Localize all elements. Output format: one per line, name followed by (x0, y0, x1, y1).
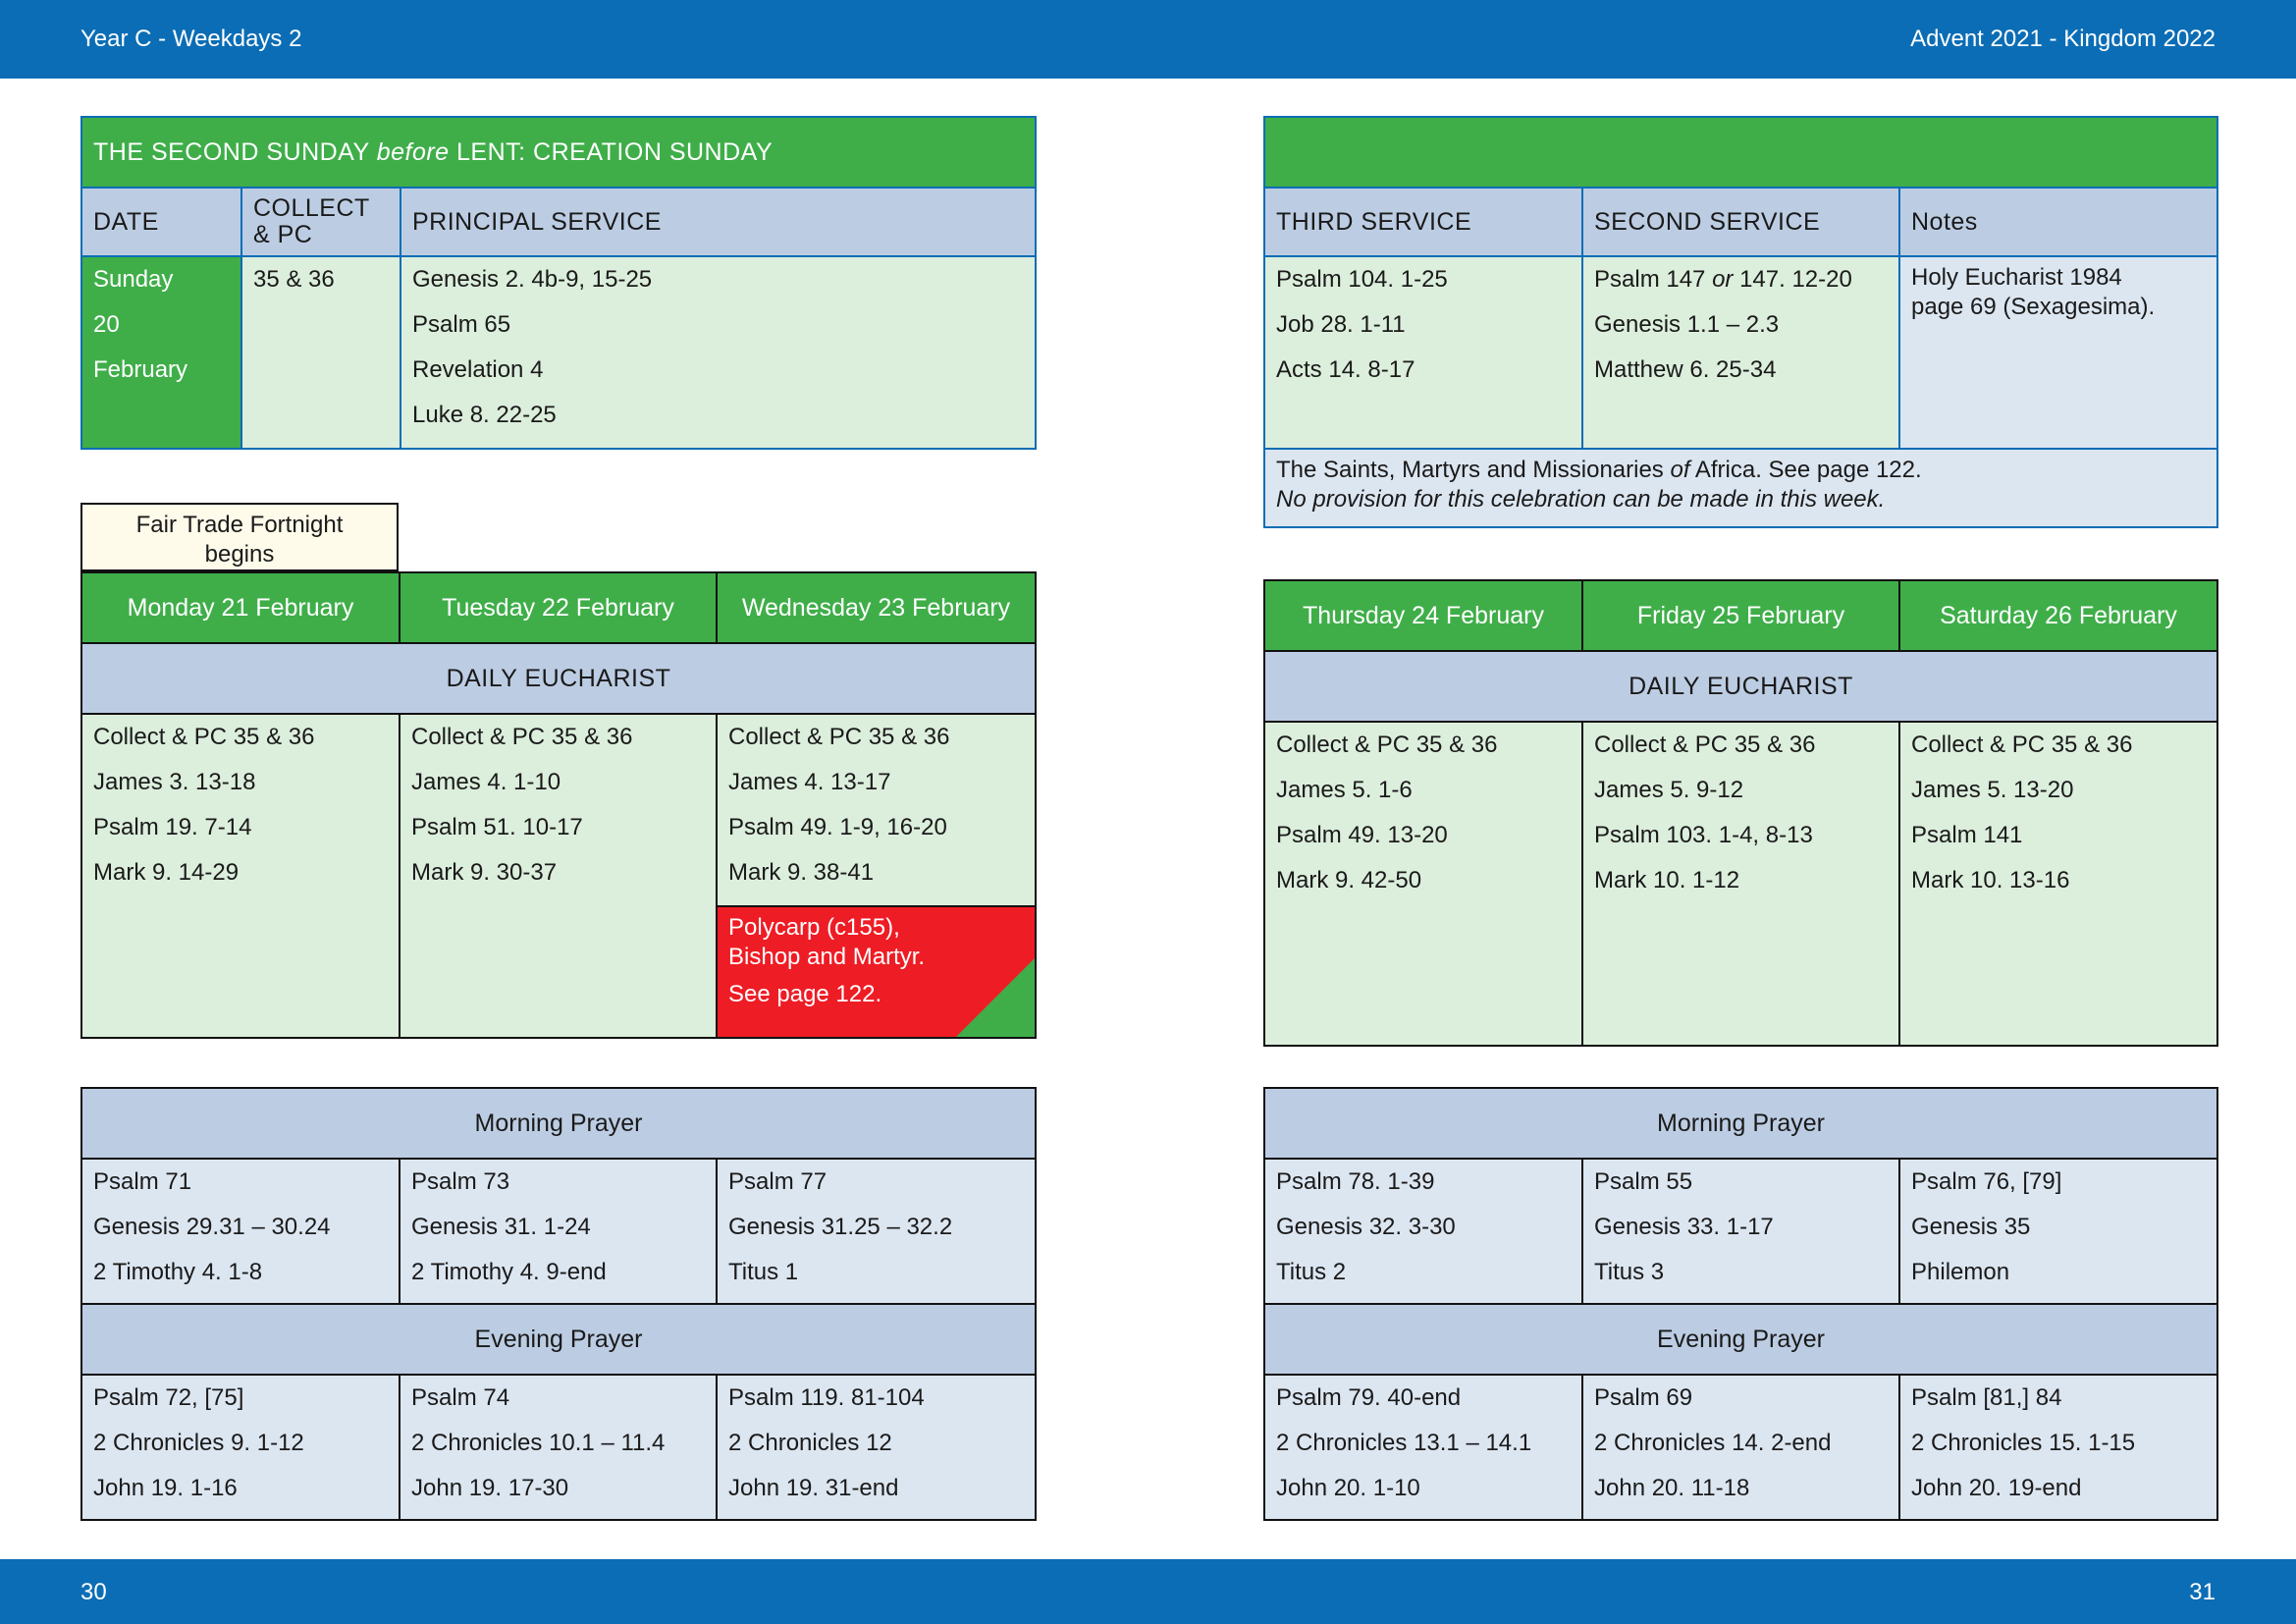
polycarp-commemoration-cell: Polycarp (c155), Bishop and Martyr. See page 122. (717, 906, 1036, 1038)
office-table-right (1263, 1087, 2218, 1521)
eucharist-cell-saturday: Collect & PC 35 & 36 James 5. 13-20 Psalm 141 Mark 10. 13-16 (1899, 722, 2217, 1046)
evening-cell-saturday: Psalm [81,] 84 2 Chronicles 15. 1-15 John 20. 19-end (1899, 1375, 2217, 1520)
page-number-left: 30 (80, 1579, 107, 1605)
evening-prayer-header: Evening Prayer (81, 1304, 1036, 1375)
sunday-services-table (1263, 116, 2218, 528)
day-header-saturday: Saturday 26 February (1899, 580, 2217, 651)
evening-cell-monday: Psalm 72, [75] 2 Chronicles 9. 1-12 John 19. 1-16 (81, 1375, 400, 1520)
col-principal-header: PRINCIPAL SERVICE (400, 188, 1036, 256)
morning-cell-tuesday: Psalm 73 Genesis 31. 1-24 2 Timothy 4. 9-end (400, 1159, 717, 1304)
notes-cell: Holy Eucharist 1984 page 69 (Sexagesima). (1899, 256, 2217, 449)
col-third-header: THIRD SERVICE (1264, 188, 1582, 256)
evening-cell-wednesday: Psalm 119. 81-104 2 Chronicles 12 John 19. 31-end (717, 1375, 1036, 1520)
sunday-collect-cell: 35 & 36 (241, 256, 400, 449)
second-service-cell: Psalm 147 or 147. 12-20 Genesis 1.1 – 2.3 Matthew 6. 25-34 (1582, 256, 1899, 449)
weekday-eucharist-table-left (80, 571, 1037, 1039)
saints-note-cell: The Saints, Martyrs and Missionaries of Africa. See page 122. No provision for this celebration can be made in this week. (1264, 449, 2217, 527)
morning-cell-monday: Psalm 71 Genesis 29.31 – 30.24 2 Timothy 4. 1-8 (81, 1159, 400, 1304)
day-header-thursday: Thursday 24 February (1264, 580, 1582, 651)
page-footer (0, 1559, 2296, 1624)
eucharist-cell-friday: Collect & PC 35 & 36 James 5. 9-12 Psalm 103. 1-4, 8-13 Mark 10. 1-12 (1582, 722, 1899, 1046)
col-date-header: DATE (81, 188, 241, 256)
third-service-cell: Psalm 104. 1-25 Job 28. 1-11 Acts 14. 8-17 (1264, 256, 1582, 449)
header-right-title: Advent 2021 - Kingdom 2022 (1910, 26, 2216, 52)
sunday-table (80, 116, 1037, 450)
sunday-title-continued (1264, 117, 2217, 188)
evening-cell-friday: Psalm 69 2 Chronicles 14. 2-end John 20. 11-18 (1582, 1375, 1899, 1520)
header-left-title: Year C - Weekdays 2 (80, 26, 302, 52)
morning-prayer-header-right: Morning Prayer (1264, 1088, 2217, 1159)
evening-cell-tuesday: Psalm 74 2 Chronicles 10.1 – 11.4 John 19. 17-30 (400, 1375, 717, 1520)
morning-prayer-header: Morning Prayer (81, 1088, 1036, 1159)
eucharist-cell-wednesday: Collect & PC 35 & 36 James 4. 13-17 Psalm 49. 1-9, 16-20 Mark 9. 38-41 (717, 714, 1036, 906)
evening-cell-thursday: Psalm 79. 40-end 2 Chronicles 13.1 – 14.1 John 20. 1-10 (1264, 1375, 1582, 1520)
col-collect-header: COLLECT & PC (241, 188, 400, 256)
principal-service-cell: Genesis 2. 4b-9, 15-25 Psalm 65 Revelation 4 Luke 8. 22-25 (400, 256, 1036, 449)
day-header-monday: Monday 21 February (81, 572, 400, 643)
evening-prayer-header-right: Evening Prayer (1264, 1304, 2217, 1375)
morning-cell-friday: Psalm 55 Genesis 33. 1-17 Titus 3 (1582, 1159, 1899, 1304)
weekday-eucharist-table-right (1263, 579, 2218, 1047)
col-notes-header: Notes (1899, 188, 2217, 256)
fair-trade-note: Fair Trade Fortnight begins (80, 503, 399, 571)
day-header-friday: Friday 25 February (1582, 580, 1899, 651)
day-header-wednesday: Wednesday 23 February (717, 572, 1036, 643)
sunday-title: THE SECOND SUNDAY before LENT: CREATION SUNDAY (81, 117, 1036, 188)
office-table-left (80, 1087, 1037, 1521)
page-header (0, 0, 2296, 79)
page-number-right: 31 (2189, 1579, 2216, 1605)
morning-cell-thursday: Psalm 78. 1-39 Genesis 32. 3-30 Titus 2 (1264, 1159, 1582, 1304)
eucharist-cell-thursday: Collect & PC 35 & 36 James 5. 1-6 Psalm 49. 13-20 Mark 9. 42-50 (1264, 722, 1582, 1046)
eucharist-cell-monday: Collect & PC 35 & 36 James 3. 13-18 Psalm 19. 7-14 Mark 9. 14-29 (81, 714, 400, 1038)
morning-cell-wednesday: Psalm 77 Genesis 31.25 – 32.2 Titus 1 (717, 1159, 1036, 1304)
day-header-tuesday: Tuesday 22 February (400, 572, 717, 643)
sunday-date-cell: Sunday 20 February (81, 256, 241, 449)
eucharist-cell-tuesday: Collect & PC 35 & 36 James 4. 1-10 Psalm 51. 10-17 Mark 9. 30-37 (400, 714, 717, 1038)
col-second-header: SECOND SERVICE (1582, 188, 1899, 256)
green-corner-flag (956, 958, 1035, 1037)
morning-cell-saturday: Psalm 76, [79] Genesis 35 Philemon (1899, 1159, 2217, 1304)
daily-eucharist-header: DAILY EUCHARIST (81, 643, 1036, 714)
daily-eucharist-header-right: DAILY EUCHARIST (1264, 651, 2217, 722)
